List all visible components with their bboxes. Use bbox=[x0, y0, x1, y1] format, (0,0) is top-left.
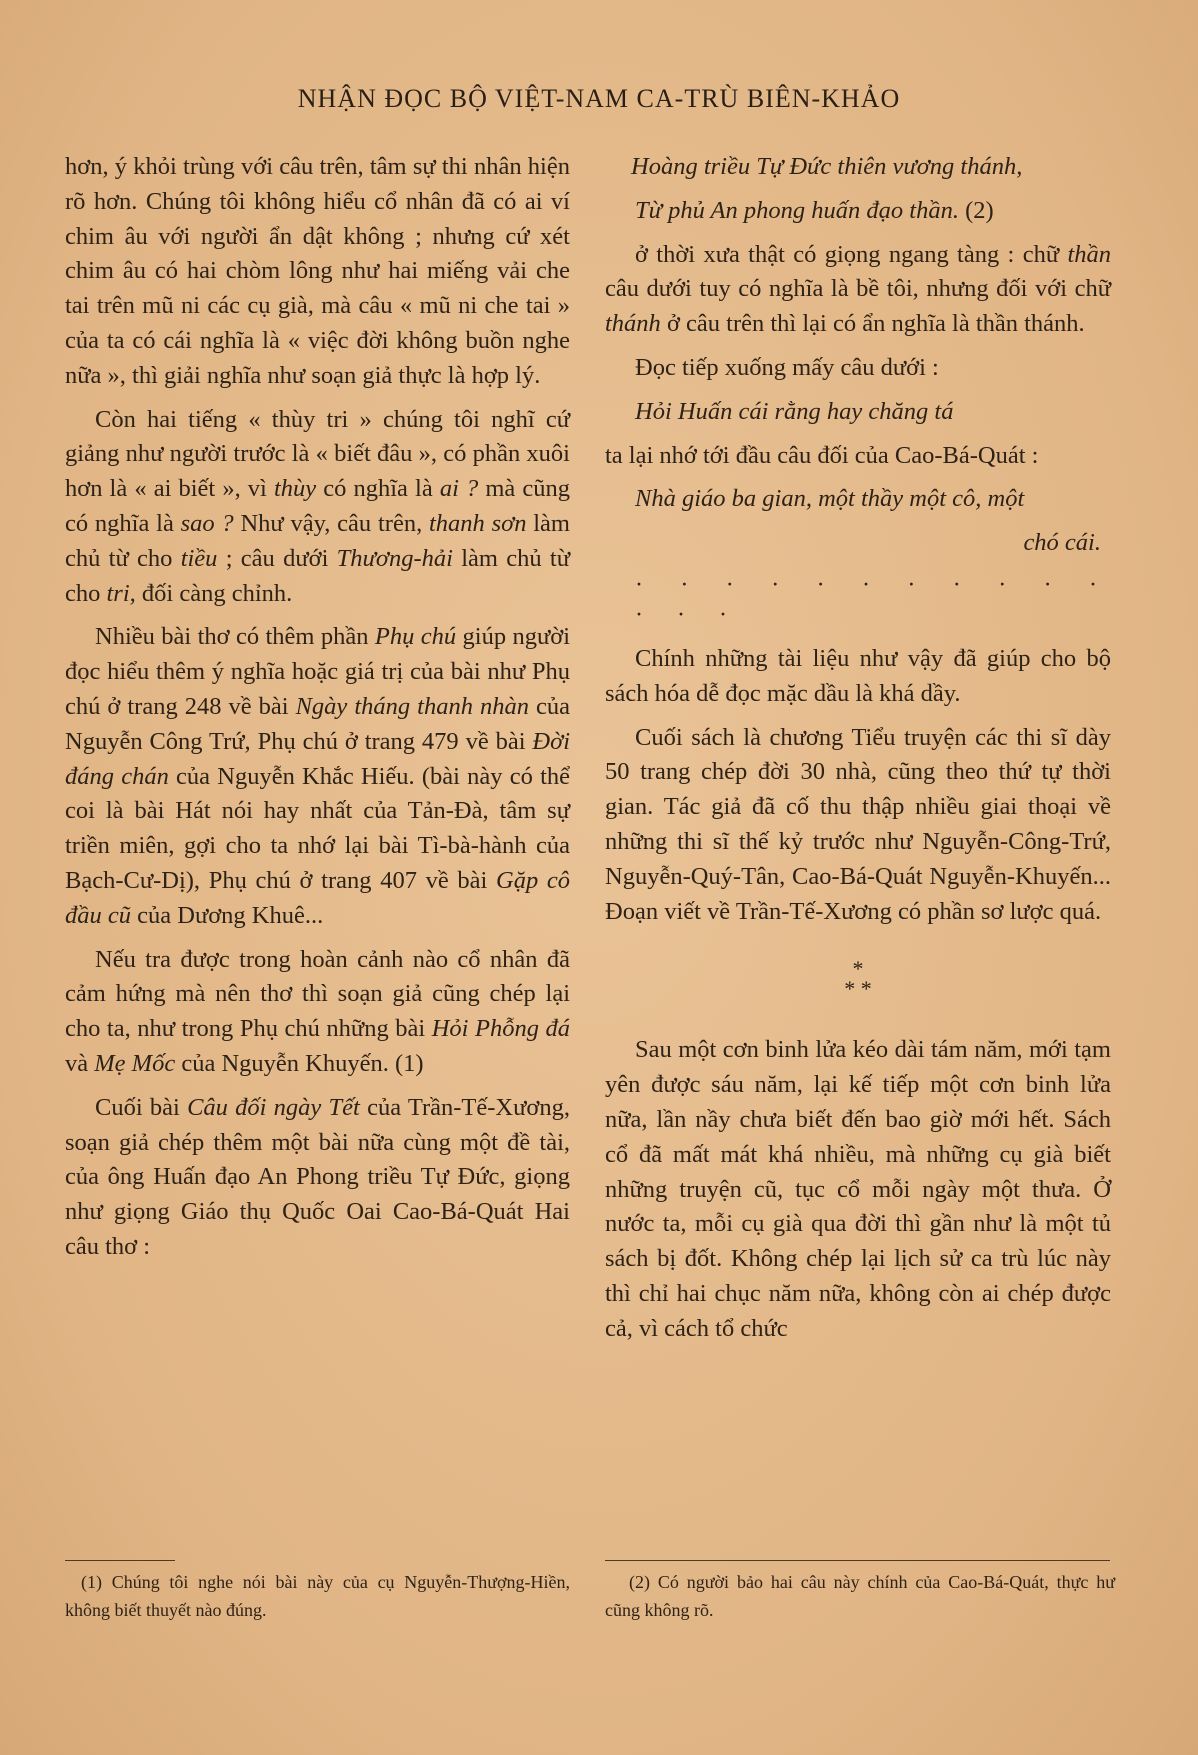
paragraph-r1: ở thời xưa thật có giọng ngang tàng : chữ thần câu dưới tuy có nghĩa là bề tôi, nhưng đối với chữ thánh ở câu trên thì lại có ẩn nghĩa là thần thánh. bbox=[605, 240, 1111, 338]
paragraph-5: Cuối bài Câu đối ngày Tết của Trần-Tế-Xương, soạn giả chép thêm một bài nữa cùng một đề tài, của ông Huấn đạo An Phong triều Tự Đức, giọng như giọng Giáo thụ Quốc Oai Cao-Bá-Quát Hai câu thơ : bbox=[65, 1093, 570, 1260]
paragraph-3: Nhiều bài thơ có thêm phần Phụ chú giúp người đọc hiểu thêm ý nghĩa hoặc giá trị của bài như Phụ chú ở trang 248 về bài Ngày tháng thanh nhàn của Nguyễn Công Trứ, Phụ chú ở trang 479 về bài Đời đáng chán của Nguyễn Khắc Hiếu. (bài này có thể coi là bài Hát nói hay nhất của Tản-Đà, tâm sự triền miên, gợi cho ta nhớ lại bài Tì-bà-hành của Bạch-Cư-Dị), Phụ chú ở trang 407 về bài Gặp cô đầu cũ của Dương Khuê... bbox=[65, 623, 571, 929]
footnote-1: (1) Chúng tôi nghe nói bài này của cụ Nguyễn-Thượng-Hiền, không biết thuyết nào đúng. bbox=[65, 1572, 570, 1620]
verse-line-2: Từ phủ An phong huấn đạo thần. (2) bbox=[635, 196, 994, 224]
paragraph-1: hơn, ý khỏi trùng với câu trên, tâm sự thi nhân hiện rõ hơn. Chúng tôi không hiểu cổ nhân đã có ai ví chim âu với người ẩn dật không ; nhưng cứ xét chim âu có hai chòm lông như hai miếng vải che tai trên mũ ni các cụ già, mà câu « mũ ni che tai » của ta có cái nghĩa là « việc đời không buồn nghe nữa », thì giải nghĩa như soạn giả thực là hợp lý. bbox=[65, 153, 570, 389]
ellipsis-dots: · · · · · · · · · · · · · · bbox=[635, 571, 1111, 628]
asterisk-bottom: * * bbox=[844, 976, 872, 1002]
footnote-rule-left bbox=[65, 1560, 175, 1561]
right-column bbox=[605, 150, 1111, 1356]
paragraph-2: Còn hai tiếng « thùy tri » chúng tôi nghĩ cứ giảng như người trước là « biết đâu », có phần xuôi hơn là « ai biết », vì thùy có nghĩa là ai ? mà cũng có nghĩa là sao ? Như vậy, câu trên, thanh sơn làm chủ từ cho tiều ; câu dưới Thương-hải làm chủ từ cho tri, đối càng chỉnh. bbox=[65, 405, 570, 607]
asterisk-top: * bbox=[852, 956, 864, 982]
footnote-rule-right bbox=[605, 1560, 1110, 1561]
left-column bbox=[65, 150, 570, 1274]
paragraph-r6: Sau một cơn binh lửa kéo dài tám năm, mới tạm yên được sáu năm, lại kế tiếp một cơn binh lửa nữa, lần nầy chưa biết đến bao giờ mới hết. Sách cổ đã mất mát khá nhiều, mà những cụ già biết những truyện cũ, tục cổ mỗi ngày một thưa. Ở nước ta, mỗi cụ già qua đời thì gần như là một tủ sách bị đốt. Không chép lại lịch sử ca trù lúc này thì chỉ hai chục năm nữa, không còn ai chép được cả, vì cách tổ chức bbox=[605, 1036, 1111, 1342]
paragraph-r3: ta lại nhớ tới đầu câu đối của Cao-Bá-Quát : bbox=[605, 441, 1039, 469]
paragraph-4: Nếu tra được trong hoàn cảnh nào cổ nhân đã cảm hứng mà nên thơ thì soạn giả cũng chép lại cho ta, như trong Phụ chú những bài Hỏi Phỗng đá và Mẹ Mốc của Nguyễn Khuyến. (1) bbox=[65, 945, 570, 1077]
footnote-2: (2) Có người bảo hai câu này chính của Cao-Bá-Quát, thực hư cũng không rõ. bbox=[605, 1572, 1115, 1620]
paragraph-r2: Đọc tiếp xuống mấy câu dưới : bbox=[635, 353, 939, 381]
section-break-asterisks bbox=[605, 956, 1111, 1002]
verse-line-3: Hỏi Huấn cái rằng hay chăng tá bbox=[635, 397, 954, 425]
paragraph-r5: Cuối sách là chương Tiểu truyện các thi sĩ dày 50 trang chép đời 30 nhà, cũng theo thứ tự thời gian. Tác giả đã cố thu thập nhiều giai thoại về những thi sĩ thế kỷ trước như Nguyễn-Công-Trứ, Nguyễn-Quý-Tân, Cao-Bá-Quát Nguyễn-Khuyến... Đoạn viết về Trần-Tế-Xương có phần sơ lược quá. bbox=[605, 723, 1111, 925]
paragraph-r4: Chính những tài liệu như vậy đã giúp cho bộ sách hóa dễ đọc mặc dầu là khá dầy. bbox=[605, 644, 1111, 707]
verse-line-4: Nhà giáo ba gian, một thầy một cô, một bbox=[635, 485, 1025, 513]
verse-line-5: chó cái. bbox=[1023, 529, 1101, 557]
running-header: NHẬN ĐỌC BỘ VIỆT-NAM CA-TRÙ BIÊN-KHẢO bbox=[297, 84, 901, 113]
verse-line-1: Hoàng triều Tự Đức thiên vương thánh, bbox=[631, 153, 1023, 180]
